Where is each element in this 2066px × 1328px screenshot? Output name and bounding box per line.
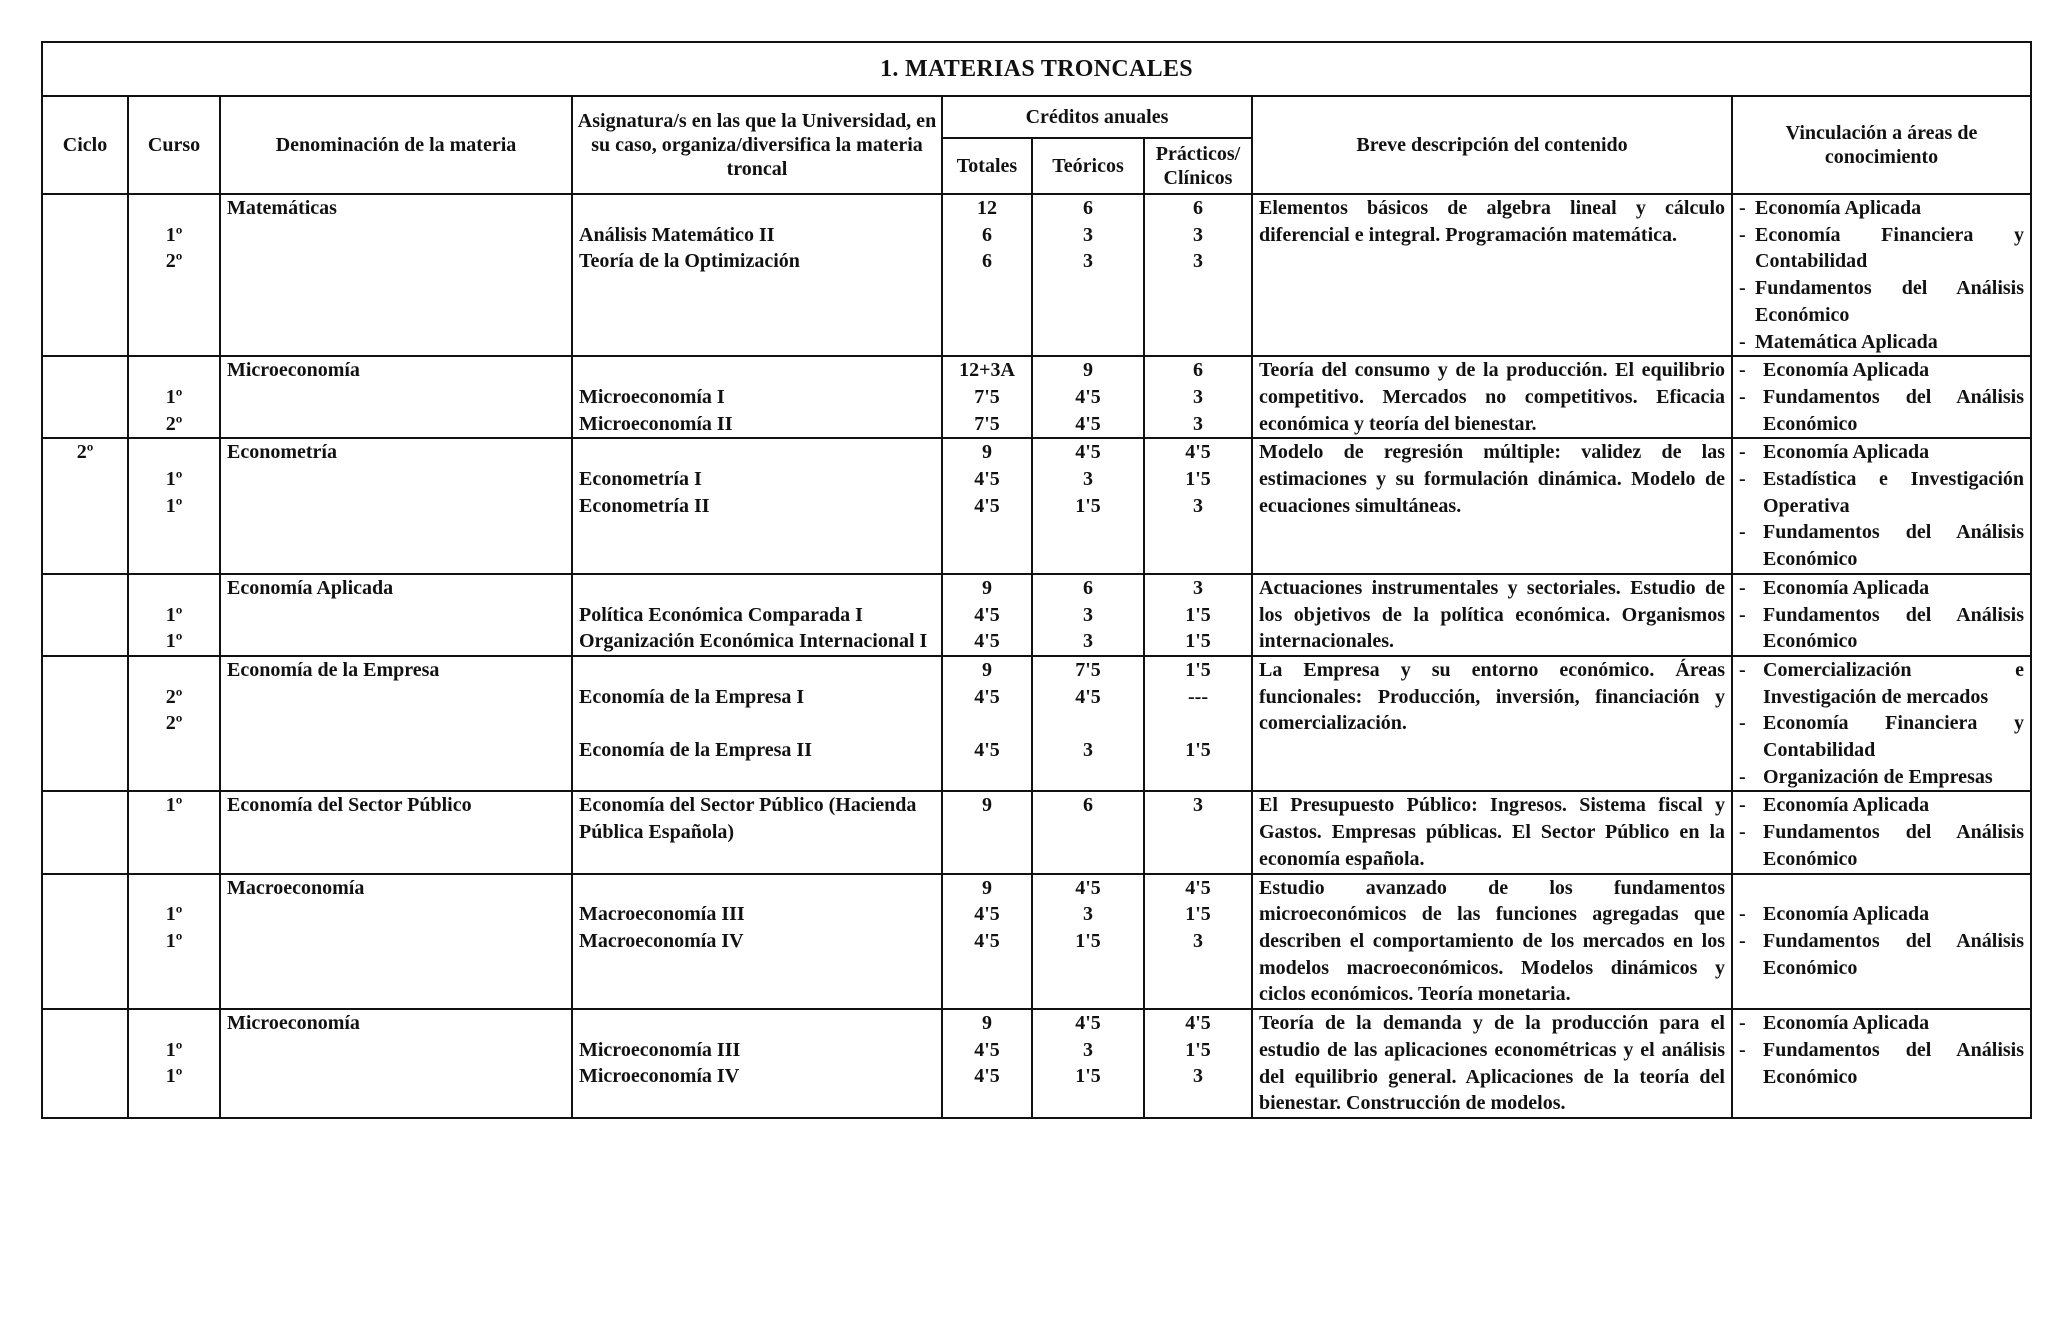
curso-cell-line [135, 575, 213, 602]
materia-cell [220, 656, 572, 792]
curso-cell-line: 1º [165, 903, 183, 926]
totales-cell-line: 4'5 [974, 603, 1000, 626]
teoricos-cell-line: 1'5 [1075, 929, 1101, 952]
table-row [42, 791, 2031, 873]
area-dash: - [1739, 441, 1746, 464]
totales-cell-line: 9 [982, 441, 992, 464]
asignatura-cell-line [579, 710, 935, 737]
area-dash: - [1739, 330, 1746, 353]
teoricos-cell-line: 6 [1083, 794, 1093, 817]
area-dash: - [1739, 197, 1746, 219]
asignatura-cell-line: Teoría de la Optimización [579, 250, 800, 273]
materia-cell-line: Econometría [227, 441, 337, 464]
teoricos-cell-line: 3 [1083, 1038, 1093, 1061]
asignatura-cell-line: Microeconomía I [579, 385, 725, 408]
totales-cell [942, 574, 1032, 656]
totales-cell [942, 194, 1032, 356]
practicos-cell-line: 1'5 [1185, 658, 1211, 681]
practicos-cell-line: 3 [1193, 223, 1203, 246]
area-dash: - [1739, 521, 1746, 544]
materia-cell [220, 874, 572, 1010]
asignatura-cell-line: Econometría I [579, 468, 702, 491]
area-label: Comercialización e Investigación de mercados [1763, 658, 2024, 708]
curso-cell-line: 1º [165, 794, 183, 817]
teoricos-cell-line: 6 [1083, 576, 1093, 599]
ciclo-cell-line [49, 792, 121, 819]
table-row [42, 656, 2031, 792]
area-label: Economía Aplicada [1763, 1012, 1930, 1035]
teoricos-cell-line: 4'5 [1075, 441, 1101, 464]
area-label: Fundamentos del Análisis Económico [1763, 521, 2024, 571]
practicos-cell-line: 4'5 [1185, 1012, 1211, 1035]
teoricos-cell-line: 4'5 [1075, 412, 1101, 435]
practicos-cell [1144, 1009, 1252, 1118]
ciclo-cell-line [49, 875, 121, 902]
practicos-cell-line: 3 [1193, 794, 1203, 817]
asignatura-cell-line: Política Económica Comparada I [579, 603, 863, 626]
practicos-cell [1144, 356, 1252, 438]
totales-cell-line: 7'5 [974, 412, 1000, 435]
practicos-cell-line: 4'5 [1185, 441, 1211, 464]
practicos-cell-line: 1'5 [1185, 630, 1211, 653]
asignatura-cell-line [579, 195, 935, 222]
materia-cell [220, 356, 572, 438]
asignatura-cell-line: Microeconomía IV [579, 1065, 740, 1088]
asignatura-cell-line [579, 357, 935, 384]
area-label: Economía Aplicada [1763, 903, 1930, 926]
area-item [1739, 875, 2024, 902]
descripcion-cell: Modelo de regresión múltiple: validez de las estimaciones y su formulación dinámica. Modelo de ecuaciones simultáneas. [1252, 438, 1732, 574]
asignatura-cell-line: Economía de la Empresa II [579, 739, 812, 762]
totales-cell-line: 4'5 [974, 1065, 1000, 1088]
area-item [1739, 519, 2024, 572]
curso-cell [128, 356, 220, 438]
teoricos-cell-line: 4'5 [1075, 685, 1101, 708]
troncales-table [41, 41, 2032, 1119]
area-item [1739, 792, 2024, 819]
practicos-cell-line: 1'5 [1185, 468, 1211, 491]
ciclo-cell [42, 656, 128, 792]
teoricos-cell-line: 7'5 [1075, 658, 1101, 681]
area-item [1739, 357, 2024, 384]
totales-cell-line: 4'5 [974, 1038, 1000, 1061]
materia-cell-line: Microeconomía [227, 359, 360, 382]
area-item [1739, 222, 2024, 275]
teoricos-cell [1032, 438, 1144, 574]
materia-cell-line: Matemáticas [227, 197, 337, 219]
curso-cell-line: 1º [165, 494, 183, 517]
table-row [42, 194, 2031, 356]
area-dash: - [1739, 359, 1746, 382]
curso-cell-line: 2º [165, 250, 183, 273]
descripcion-cell: La Empresa y su entorno económico. Áreas funcionales: Producción, inversión, financiación y comercialización. [1252, 656, 1732, 792]
teoricos-cell [1032, 574, 1144, 656]
ciclo-cell [42, 874, 128, 1010]
practicos-cell-line: 1'5 [1185, 739, 1211, 762]
teoricos-cell-line: 3 [1083, 630, 1093, 653]
asignatura-cell-line: Organización Económica Internacional I [579, 630, 928, 653]
table-row [42, 574, 2031, 656]
ciclo-cell [42, 194, 128, 356]
curso-cell [128, 656, 220, 792]
area-label: Fundamentos del Análisis Económico [1755, 277, 2024, 326]
curso-cell-line: 1º [165, 1065, 183, 1088]
curso-cell-line [135, 657, 213, 684]
ciclo-cell [42, 791, 128, 873]
area-dash: - [1739, 765, 1746, 788]
teoricos-cell-line: 1'5 [1075, 1065, 1101, 1088]
totales-cell-line: 4'5 [974, 929, 1000, 952]
asignatura-cell [572, 874, 942, 1010]
teoricos-cell-line: 9 [1083, 359, 1093, 382]
asignatura-cell-line [579, 657, 935, 684]
teoricos-cell [1032, 194, 1144, 356]
teoricos-cell-line: 3 [1083, 903, 1093, 926]
asignatura-cell [572, 656, 942, 792]
area-dash: - [1739, 1012, 1746, 1035]
descripcion-cell: Elementos básicos de algebra lineal y cálculo diferencial e integral. Programación matemática. [1252, 194, 1732, 356]
practicos-cell [1144, 874, 1252, 1010]
totales-cell [942, 438, 1032, 574]
curso-cell-line [135, 357, 213, 384]
totales-cell-line: 9 [982, 576, 992, 599]
teoricos-cell-line: 3 [1083, 739, 1093, 762]
practicos-cell-line: 3 [1193, 494, 1203, 517]
area-label: Economía Aplicada [1763, 359, 1930, 382]
vinculacion-cell [1732, 874, 2031, 1010]
asignatura-cell-line: Pública Española) [579, 821, 735, 844]
table-row [42, 874, 2031, 1010]
ciclo-cell [42, 356, 128, 438]
vinculacion-cell [1732, 656, 2031, 792]
practicos-cell-line: 1'5 [1185, 1038, 1211, 1061]
curso-cell-line: 2º [165, 412, 183, 435]
practicos-cell-line: 4'5 [1185, 876, 1211, 899]
descripcion-cell: El Presupuesto Público: Ingresos. Sistema fiscal y Gastos. Empresas públicas. El Sector Público en la economía española. [1252, 791, 1732, 873]
area-dash: - [1739, 794, 1746, 817]
asignatura-cell-line: Economía del Sector Público (Hacienda [579, 794, 917, 817]
totales-cell-line: 6 [982, 250, 992, 273]
ciclo-cell [42, 1009, 128, 1118]
asignatura-cell [572, 438, 942, 574]
area-dash: - [1739, 468, 1746, 491]
totales-cell-line: 4'5 [974, 630, 1000, 653]
asignatura-cell-line [579, 439, 935, 466]
asignatura-cell-line: Economía de la Empresa I [579, 685, 805, 708]
practicos-cell-line: 6 [1193, 197, 1203, 219]
practicos-cell-line: 1'5 [1185, 603, 1211, 626]
table-row [42, 438, 2031, 574]
area-dash: - [1739, 658, 1746, 681]
practicos-cell [1144, 656, 1252, 792]
header-teoricos: Teóricos [1032, 138, 1144, 194]
area-label: Economía Financiera y Contabilidad [1763, 712, 2024, 762]
area-item [1739, 657, 2024, 710]
totales-cell-line: 9 [982, 794, 992, 817]
practicos-cell-line [1145, 710, 1251, 737]
ciclo-cell-line [49, 195, 121, 222]
asignatura-cell-line [579, 1010, 935, 1037]
area-dash: - [1739, 821, 1746, 844]
area-item [1739, 275, 2024, 328]
area-dash: - [1739, 603, 1746, 626]
asignatura-cell-line: Microeconomía II [579, 412, 733, 435]
practicos-cell [1144, 574, 1252, 656]
totales-cell-line: 9 [982, 658, 992, 681]
teoricos-cell [1032, 791, 1144, 873]
area-label: Fundamentos del Análisis Económico [1763, 603, 2024, 653]
practicos-cell-line: 3 [1193, 576, 1203, 599]
ciclo-cell-line [49, 357, 121, 384]
practicos-cell-line: 3 [1193, 250, 1203, 273]
vinculacion-cell [1732, 791, 2031, 873]
asignatura-cell-line [579, 875, 935, 902]
curso-cell [128, 874, 220, 1010]
ciclo-cell-line [49, 575, 121, 602]
practicos-cell-line: 3 [1193, 929, 1203, 952]
header-denominacion: Denominación de la materia [220, 96, 572, 194]
totales-cell-line: 9 [982, 876, 992, 899]
curso-cell-line: 1º [165, 385, 183, 408]
teoricos-cell-line [1033, 710, 1143, 737]
totales-cell-line: 6 [982, 223, 992, 246]
curso-cell [128, 574, 220, 656]
area-label: Fundamentos del Análisis Económico [1763, 929, 2024, 979]
asignatura-cell-line: Macroeconomía III [579, 903, 745, 926]
teoricos-cell-line: 3 [1083, 250, 1093, 273]
materia-cell-line: Economía Aplicada [227, 576, 394, 599]
curso-cell-line [135, 439, 213, 466]
asignatura-cell [572, 1009, 942, 1118]
totales-cell-line: 4'5 [974, 468, 1000, 491]
curso-cell [128, 438, 220, 574]
totales-cell-line: 4'5 [974, 494, 1000, 517]
area-item [1739, 819, 2024, 872]
header-creditos: Créditos anuales [942, 96, 1252, 138]
curso-cell-line: 1º [165, 630, 183, 653]
area-dash: - [1739, 1038, 1746, 1061]
area-item [1739, 1037, 2024, 1090]
area-label: Economía Aplicada [1763, 794, 1930, 817]
totales-cell [942, 356, 1032, 438]
asignatura-cell-line: Análisis Matemático II [579, 223, 775, 246]
totales-cell-line: 9 [982, 1012, 992, 1035]
asignatura-cell-line [579, 575, 935, 602]
area-label: Economía Aplicada [1763, 576, 1930, 599]
practicos-cell-line: 6 [1193, 359, 1203, 382]
header-practicos: Prácticos/ Clínicos [1144, 138, 1252, 194]
curso-cell-line: 1º [165, 223, 183, 246]
curso-cell-line: 2º [165, 685, 183, 708]
area-item [1739, 466, 2024, 519]
totales-cell [942, 1009, 1032, 1118]
vinculacion-cell [1732, 356, 2031, 438]
vinculacion-cell [1732, 194, 2031, 356]
totales-cell-line: 12+3A [959, 359, 1015, 382]
curso-cell [128, 1009, 220, 1118]
area-item [1739, 1010, 2024, 1037]
area-label: Estadística e Investigación Operativa [1763, 468, 2024, 517]
area-item [1739, 764, 2024, 791]
teoricos-cell-line: 6 [1083, 197, 1093, 219]
teoricos-cell-line: 3 [1083, 223, 1093, 246]
practicos-cell [1144, 438, 1252, 574]
asignatura-cell-line: Econometría II [579, 494, 710, 517]
curso-cell [128, 791, 220, 873]
totales-cell-line: 7'5 [974, 385, 1000, 408]
ciclo-cell-line [49, 657, 121, 684]
table-row [42, 1009, 2031, 1118]
descripcion-cell: Estudio avanzado de los fundamentos microeconómicos de las funciones agregadas que describen el comportamiento de los mercados en los modelos macroeconómicos. Modelos dinámicos y ciclos económicos. Teoría monetaria. [1252, 874, 1732, 1010]
area-item [1739, 901, 2024, 928]
curso-cell-line: 1º [165, 468, 183, 491]
header-descripcion: Breve descripción del contenido [1252, 96, 1732, 194]
curso-cell-line: 1º [165, 1038, 183, 1061]
header-asignaturas: Asignatura/s en las que la Universidad, en su caso, organiza/diversifica la materia troncal [572, 96, 942, 194]
area-item [1739, 329, 2024, 356]
asignatura-cell [572, 791, 942, 873]
teoricos-cell [1032, 356, 1144, 438]
header-ciclo: Ciclo [42, 96, 128, 194]
teoricos-cell-line: 4'5 [1075, 876, 1101, 899]
practicos-cell-line: 3 [1193, 412, 1203, 435]
curso-cell-line: 1º [165, 603, 183, 626]
vinculacion-cell [1732, 438, 2031, 574]
area-dash: - [1739, 576, 1746, 599]
asignatura-cell-line: Microeconomía III [579, 1038, 741, 1061]
practicos-cell [1144, 791, 1252, 873]
area-label: Fundamentos del Análisis Económico [1763, 1038, 2024, 1088]
teoricos-cell-line: 4'5 [1075, 1012, 1101, 1035]
curso-cell-line [135, 195, 213, 222]
asignatura-cell-line: Macroeconomía IV [579, 929, 744, 952]
practicos-cell-line: 1'5 [1185, 903, 1211, 926]
header-vinculacion: Vinculación a áreas de conocimiento [1732, 96, 2031, 194]
curso-cell-line: 1º [165, 929, 183, 952]
area-dash: - [1739, 277, 1746, 300]
area-item [1739, 384, 2024, 437]
materia-cell-line: Microeconomía [227, 1012, 360, 1035]
ciclo-cell [42, 574, 128, 656]
totales-cell-line: 4'5 [974, 685, 1000, 708]
practicos-cell-line: --- [1188, 685, 1208, 708]
totales-cell-line: 12 [977, 197, 997, 219]
asignatura-cell [572, 574, 942, 656]
materia-cell [220, 574, 572, 656]
area-dash: - [1739, 903, 1746, 926]
asignatura-cell [572, 194, 942, 356]
asignatura-cell [572, 356, 942, 438]
practicos-cell-line: 3 [1193, 385, 1203, 408]
vinculacion-cell [1732, 574, 2031, 656]
area-dash: - [1739, 712, 1746, 735]
area-label: Economía Aplicada [1755, 197, 1922, 219]
curso-cell-line [135, 1010, 213, 1037]
area-label: Economía Aplicada [1763, 441, 1930, 464]
area-dash: - [1739, 929, 1746, 952]
area-item [1739, 928, 2024, 981]
troncales-sheet [41, 41, 2030, 1119]
practicos-cell-line: 3 [1193, 1065, 1203, 1088]
area-item [1739, 710, 2024, 763]
curso-cell-line: 2º [165, 712, 183, 735]
teoricos-cell [1032, 874, 1144, 1010]
table-row [42, 356, 2031, 438]
teoricos-cell-line: 3 [1083, 603, 1093, 626]
materia-cell [220, 791, 572, 873]
area-label: Fundamentos del Análisis Económico [1763, 821, 2024, 870]
totales-cell [942, 656, 1032, 792]
area-label: Organización de Empresas [1763, 765, 1993, 788]
area-item [1739, 602, 2024, 655]
table-title: 1. MATERIAS TRONCALES [42, 42, 2031, 96]
header-curso: Curso [128, 96, 220, 194]
materia-cell [220, 438, 572, 574]
ciclo-cell-line: 2º [76, 441, 94, 464]
area-label: Economía Financiera y Contabilidad [1755, 223, 2024, 273]
teoricos-cell-line: 1'5 [1075, 494, 1101, 517]
totales-cell-line: 4'5 [974, 739, 1000, 762]
descripcion-cell: Teoría de la demanda y de la producción para el estudio de las aplicaciones econométricas y el análisis del equilibrio general. Aplicaciones de la teoría del bienestar. Construcción de modelos. [1252, 1009, 1732, 1118]
totales-cell-line: 4'5 [974, 903, 1000, 926]
ciclo-cell-line [49, 1010, 121, 1037]
area-label: Fundamentos del Análisis Económico [1763, 385, 2024, 435]
descripcion-cell: Actuaciones instrumentales y sectoriales. Estudio de los objetivos de la política económica. Organismos internacionales. [1252, 574, 1732, 656]
area-dash: - [1739, 385, 1746, 408]
area-dash: - [1739, 223, 1746, 246]
teoricos-cell-line: 4'5 [1075, 385, 1101, 408]
table-body [42, 194, 2031, 1118]
vinculacion-cell [1732, 1009, 2031, 1118]
curso-cell-line [135, 875, 213, 902]
totales-cell-line [943, 710, 1031, 737]
materia-cell-line: Economía de la Empresa [227, 658, 440, 681]
practicos-cell [1144, 194, 1252, 356]
area-item [1739, 439, 2024, 466]
teoricos-cell-line: 3 [1083, 468, 1093, 491]
teoricos-cell [1032, 1009, 1144, 1118]
totales-cell [942, 791, 1032, 873]
header-totales: Totales [942, 138, 1032, 194]
area-item [1739, 195, 2024, 222]
descripcion-cell: Teoría del consumo y de la producción. El equilibrio competitivo. Mercados no competitivos. Eficacia económica y teoría del bienestar. [1252, 356, 1732, 438]
ciclo-cell [42, 438, 128, 574]
teoricos-cell [1032, 656, 1144, 792]
materia-cell-line: Macroeconomía [227, 876, 365, 899]
area-label: Matemática Aplicada [1755, 330, 1938, 353]
area-item [1739, 575, 2024, 602]
materia-cell-line: Economía del Sector Público [227, 794, 472, 817]
materia-cell [220, 1009, 572, 1118]
totales-cell [942, 874, 1032, 1010]
materia-cell [220, 194, 572, 356]
curso-cell [128, 194, 220, 356]
